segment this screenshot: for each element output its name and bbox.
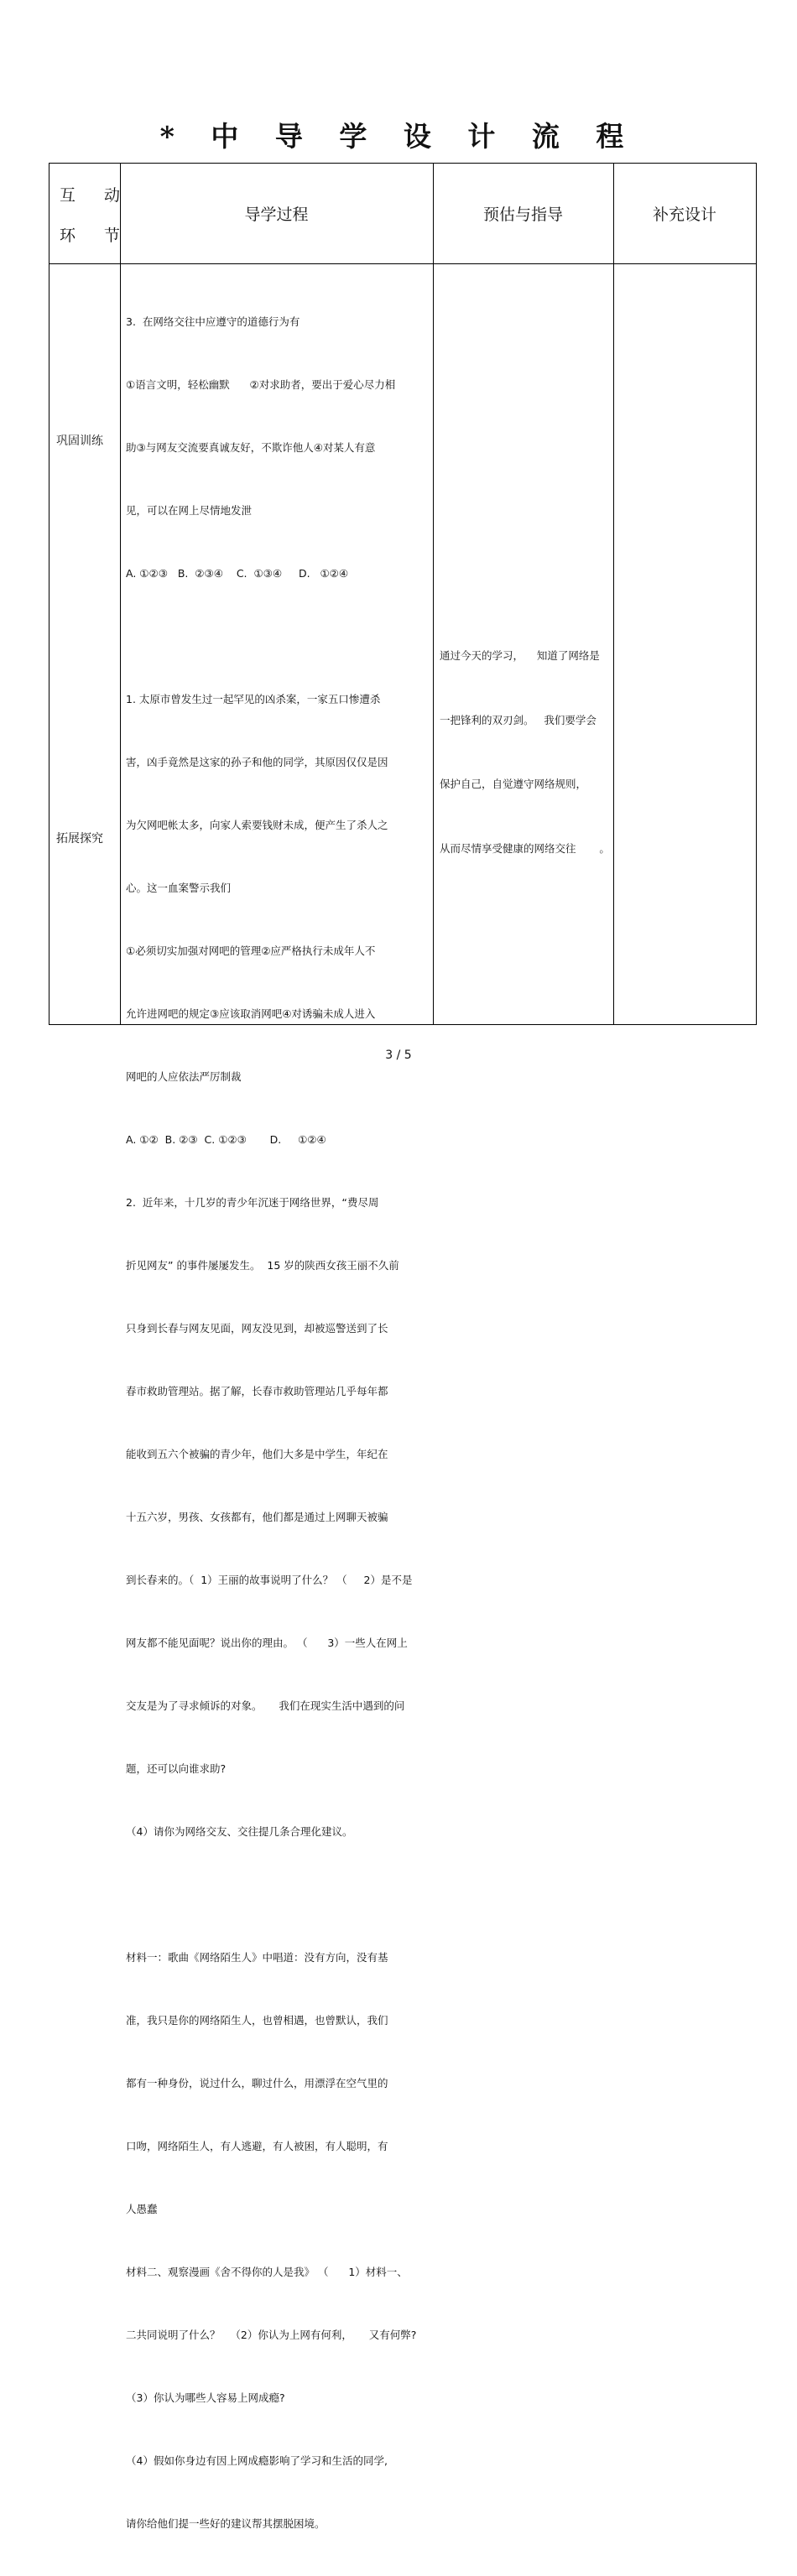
process-line: A. ①② B. ②③ C. ①②③ D. ①②④ (126, 1133, 326, 1146)
process-line: 到长春来的。（ 1）王丽的故事说明了什么？ （ 2）是不是 (126, 1574, 413, 1586)
process-line: 见，可以在网上尽情地发泄 (126, 504, 253, 517)
process-line: 题，还可以向谁求助? (126, 1762, 227, 1775)
process-line (126, 1884, 436, 1905)
process-line: 十五六岁，男孩、女孩都有，他们都是通过上网聊天被骗 (126, 1511, 388, 1523)
process-line: 二共同说明了什么？ （2）你认为上网有何利， 又有何弊? (126, 2329, 417, 2341)
column-divider (120, 164, 121, 1024)
header-interaction-line1: 互 动 (60, 186, 133, 205)
process-line: 为欠网吧帐太多，向家人索要钱财未成，便产生了杀人之 (126, 819, 388, 831)
process-line: 1. 太原市曾发生过一起罕见的凶杀案，一家五口惨遭杀 (126, 693, 381, 705)
process-line: 交友是为了寻求倾诉的对象。 我们在现实生活中遇到的问 (126, 1699, 405, 1712)
process-line: 允许进网吧的规定③应该取消网吧④对诱骗未成人进入 (126, 1007, 376, 1020)
process-line: 助③与网友交流要真诚友好，不欺诈他人④对某人有意 (126, 441, 376, 454)
process-line: 只身到长春与网友见面，网友没见到，却被巡警送到了长 (126, 1322, 388, 1335)
process-line: （4）假如你身边有因上网成瘾影响了学习和生活的同学, (126, 2454, 388, 2467)
header-process: 导学过程 (244, 206, 309, 224)
process-content (126, 269, 436, 2576)
guidance-line: 保护自己，自觉遵守网络规则， (440, 778, 587, 790)
header-interaction-line2: 环 节 (60, 226, 133, 245)
process-line: 2. 近年来，十几岁的青少年沉迷于网络世界，“费尽周 (126, 1196, 379, 1209)
process-line: 都有一种身份，说过什么，聊过什么，用漂浮在空气里的 (126, 2077, 388, 2089)
header-supplement: 补充设计 (652, 206, 716, 224)
process-line: 口吻，网络陌生人，有人逃避，有人被困，有人聪明，有 (126, 2140, 388, 2152)
column-divider (613, 164, 614, 1024)
process-line: 材料二、观察漫画《舍不得你的人是我》 （ 1）材料一、 (126, 2266, 408, 2278)
header-guidance: 预估与指导 (482, 206, 563, 224)
process-line: 请你给他们提一些好的建议帮其摆脱困境。 (126, 2517, 326, 2530)
process-line: 心。这一血案警示我们 (126, 882, 232, 894)
guidance-content (440, 602, 612, 902)
guidance-line: 通过今天的学习， 知道了网络是 (440, 649, 600, 662)
process-line: 材料一：歌曲《网络陌生人》中唱道：没有方向，没有基 (126, 1951, 388, 1964)
row-divider (49, 263, 756, 264)
section-consolidation: 巩固训练 (56, 435, 103, 448)
process-line: ①必须切实加强对网吧的管理②应严格执行未成年人不 (126, 945, 376, 957)
guidance-line: 从而尽情享受健康的网络交往 。 (440, 841, 610, 855)
process-line: A. ①②③ B. ②③④ C. ①③④ D. ①②④ (126, 567, 349, 580)
process-line: 春市救助管理站。据了解，长春市救助管理站几乎每年都 (126, 1385, 388, 1397)
process-line: （4）请你为网络交友、交往提几条合理化建议。 (126, 1825, 353, 1838)
page-number: 3 / 5 (385, 1049, 412, 1062)
process-line: 3. 在网络交往中应遵守的道德行为有 (126, 315, 300, 328)
process-line: 人愚蠢 (126, 2203, 158, 2215)
process-line: 能收到五六个被骗的青少年，他们大多是中学生，年纪在 (126, 1448, 388, 1460)
section-extension: 拓展探究 (56, 832, 103, 846)
process-line: 准，我只是你的网络陌生人，也曾相遇，也曾默认，我们 (126, 2014, 388, 2027)
process-line: 害，凶手竟然是这家的孙子和他的同学，其原因仅仅是因 (126, 756, 388, 768)
process-line: （3）你认为哪些人容易上网成瘾? (126, 2391, 285, 2404)
process-line: 网友都不能见面呢？说出你的理由。 （ 3）一些人在网上 (126, 1637, 408, 1649)
process-line (126, 626, 436, 647)
page-title: * 中 导 学 设 计 流 程 (159, 120, 638, 153)
process-line: 折见网友” 的事件屡屡发生。 15 岁的陕西女孩王丽不久前 (126, 1259, 399, 1272)
guidance-line: 一把锋利的双刃剑。 我们要学会 (440, 713, 596, 726)
process-line: 网吧的人应依法严厉制裁 (126, 1070, 242, 1083)
process-line: ①语言文明，轻松幽默 ②对求助者，要出于爱心尽力相 (126, 378, 396, 391)
